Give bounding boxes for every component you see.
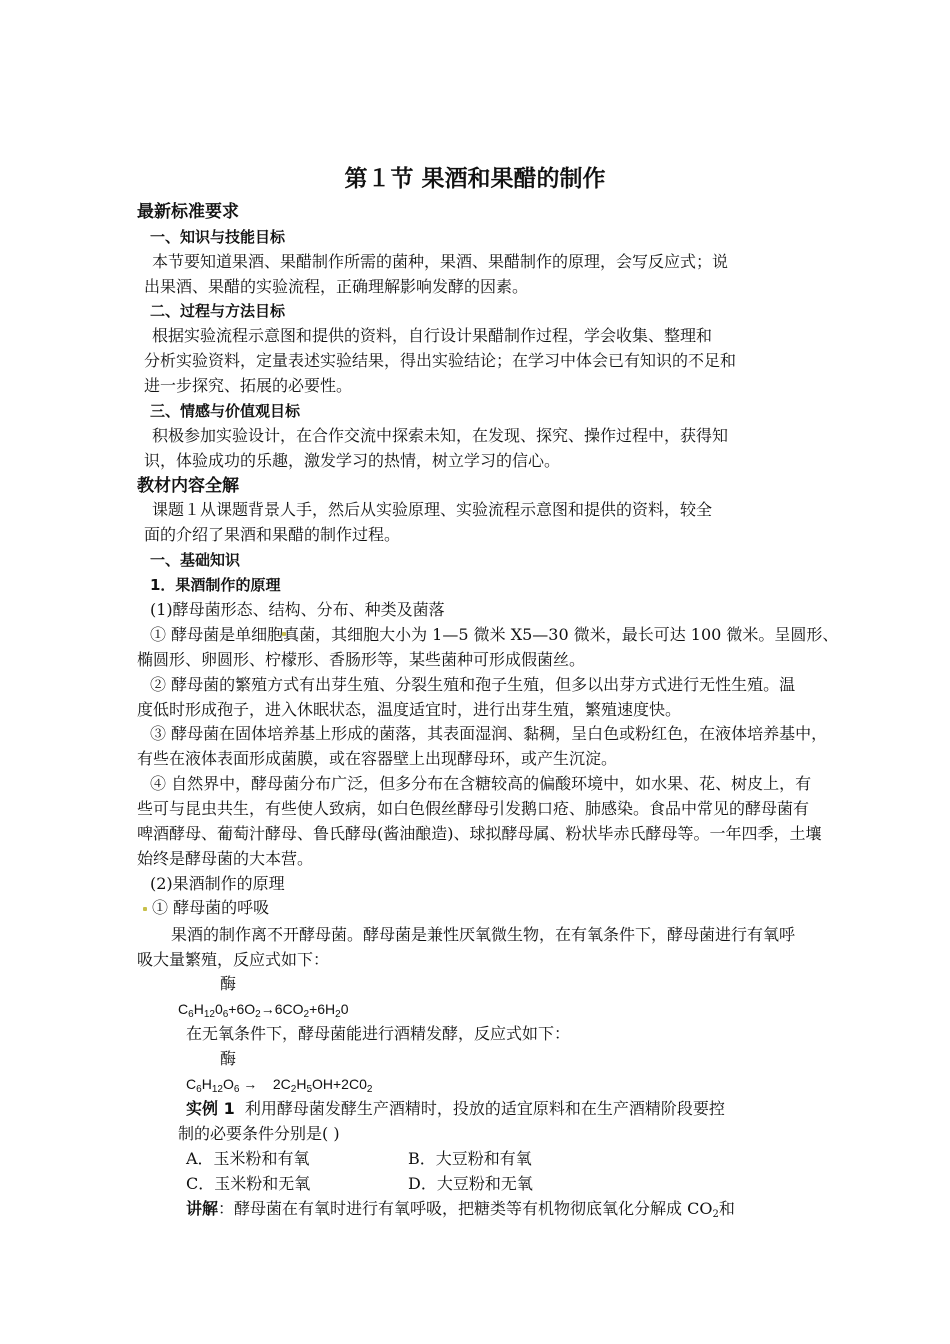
- paragraph-line: 度低时形成孢子，进入休眠状态，温度适宜时，进行出芽生殖，繁殖速度快。: [137, 700, 682, 719]
- option-b: B．大豆粉和有氧: [408, 1149, 532, 1168]
- paragraph-line: 始终是酵母菌的大本营。: [137, 849, 314, 868]
- paragraph-line: ③ 酵母菌在固体培养基上形成的菌落，其表面湿润、黏稠，呈白色或粉红色，在液体培养基中，: [150, 724, 828, 743]
- paragraph-line: 在无氧条件下，酵母菌能进行酒精发酵，反应式如下：: [186, 1024, 571, 1043]
- paragraph-line: 啤酒酵母、葡萄汁酵母、鲁氏酵母(酱油酿造)、球拟酵母属、粉状毕赤氏酵母等。一年四季，土壤: [137, 824, 822, 843]
- subheading: (1)酵母菌形态、结构、分布、种类及菌落: [150, 600, 445, 619]
- option-d: D．大豆粉和无氧: [408, 1174, 533, 1193]
- paragraph-line: 制的必要条件分别是( ): [178, 1124, 340, 1143]
- paragraph-line: ② 酵母菌的繁殖方式有出芽生殖、分裂生殖和孢子生殖，但多以出芽方式进行无性生殖。温: [150, 675, 796, 694]
- explanation-label: 讲解: [186, 1199, 219, 1218]
- equation-anaerobic: $C_6H_{12}O_6$ → $2C_2H_5OH+2C0_2$: [186, 1076, 373, 1095]
- paragraph-line: ④ 自然界中，酵母菌分布广泛，但多分布在含糖较高的偏酸环境中，如水果、花、树皮上，有: [150, 774, 812, 793]
- paragraph-line: 吸大量繁殖，反应式如下：: [137, 950, 330, 969]
- subheading: (2)果酒制作的原理: [150, 874, 285, 893]
- paragraph-line: 出果酒、果醋的实验流程，正确理解影响发酵的因素。: [144, 277, 529, 296]
- paragraph-line: 面的介绍了果酒和果醋的制作过程。: [144, 525, 401, 544]
- section-heading-values: 三、情感与价值观目标: [150, 402, 301, 420]
- paragraph-line: 椭圆形、卵圆形、柠檬形、香肠形等，某些菌种可形成假菌丝。: [137, 650, 586, 669]
- paragraph-line: 本节要知道果酒、果醋制作所需的菌种，果酒、果醋制作的原理，会写反应式；说: [152, 252, 729, 271]
- paragraph-line: 果酒的制作离不开酵母菌。酵母菌是兼性厌氧微生物，在有氧条件下，酵母菌进行有氧呼: [171, 925, 796, 944]
- paragraph-line: 有些在液体表面形成菌膜，或在容器壁上出现酵母环，或产生沉淀。: [137, 749, 618, 768]
- page-title: 第１节 果酒和果醋的制作: [344, 166, 606, 192]
- option-c: C．玉米粉和无氧: [186, 1174, 311, 1193]
- enzyme-label: 酶: [220, 1049, 237, 1068]
- standards-heading: 最新标准要求: [137, 202, 239, 222]
- explanation: 讲解：酵母菌在有氧时进行有氧呼吸，把糖类等有机物彻底氧化分解成 $CO_2$和: [186, 1199, 735, 1220]
- paragraph-line: ① 酵母菌是单细胞真菌，其细胞大小为 1—5 微米 X5—30 微米，最长可达 100 微米。呈圆形、: [150, 625, 839, 644]
- paragraph-line: 识，体验成功的乐趣，激发学习的热情，树立学习的信心。: [144, 451, 561, 470]
- subheading: ① 酵母菌的呼吸: [152, 898, 270, 917]
- paragraph-line: 课题１从课题背景人手，然后从实验原理、实验流程示意图和提供的资料，较全: [152, 500, 713, 519]
- enzyme-label: 酶: [220, 974, 237, 993]
- option-a: A．玉米粉和有氧: [186, 1149, 310, 1168]
- paragraph-line: 进一步探究、拓展的必要性。: [144, 376, 353, 395]
- section-heading-knowledge: 一、知识与技能目标: [150, 228, 286, 246]
- equation-aerobic: $C_6H_{12}0_6+6O_2\to 6CO_2+6H_20$: [178, 1001, 349, 1020]
- paragraph-line: 积极参加实验设计，在合作交流中探索未知，在发现、探究、操作过程中，获得知: [152, 426, 729, 445]
- example-question: 实例 1 利用酵母菌发酵生产酒精时，投放的适宜原料和在生产酒精阶段要控: [186, 1099, 725, 1118]
- mark-dot: [143, 907, 147, 911]
- content-heading: 教材内容全解: [137, 476, 239, 496]
- item-heading: 1．果酒制作的原理: [150, 576, 281, 594]
- paragraph-line: 些可与昆虫共生，有些使人致病，如白色假丝酵母引发鹅口疮、肺感染。食品中常见的酵母菌有: [137, 799, 810, 818]
- section-heading-process: 二、过程与方法目标: [150, 302, 286, 320]
- section-heading-basic: 一、基础知识: [150, 551, 241, 569]
- example-label: 实例 1: [186, 1099, 235, 1118]
- paragraph-line: 根据实验流程示意图和提供的资料，自行设计果醋制作过程，学会收集、整理和: [152, 326, 713, 345]
- paragraph-line: 分析实验资料，定量表述实验结果，得出实验结论；在学习中体会已有知识的不足和: [144, 351, 737, 370]
